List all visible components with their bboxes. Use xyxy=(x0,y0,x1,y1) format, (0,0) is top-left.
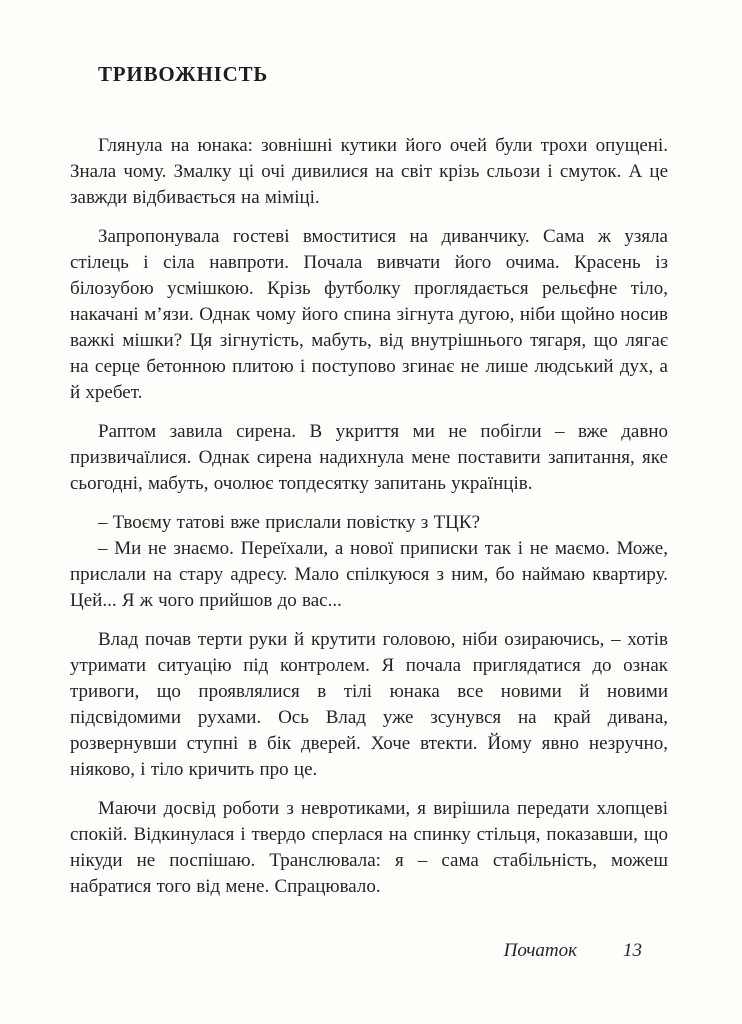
running-header-chapter: Початок xyxy=(503,940,577,961)
paragraph: Раптом завила сирена. В укриття ми не побігли – вже давно призвичаїлися. Однак сирена надихнула мене поставити запитання, яке сьогодні, мабуть, очолює топдесятку запитань українців. xyxy=(70,421,668,494)
dialogue-line: – Твоєму татові вже прислали повістку з ТЦК? xyxy=(98,512,480,533)
dialogue-line: – Ми не знаємо. Переїхали, а нової приписки так і не маємо. Може, прислали на стару адресу. Мало спілкуюся з ним, бо наймаю квартиру. Цей... Я ж чого прийшов до вас... xyxy=(70,538,668,611)
paragraph: Запропонувала гостеві вмоститися на диванчику. Сама ж узяла стілець і сіла навпроти. Почала вивчати його очима. Красень із білозубою усмішкою. Крізь футболку проглядається рельєфне тіло, накачані м’язи. Однак чому його спина зігнута дугою, ніби щойно носив важкі мішки? Ця зігнутість, мабуть, від внутрішнього тягаря, що лягає на серце бетонною плитою і поступово згинає не лише людський дух, а й хребет. xyxy=(70,226,668,403)
page-number: 13 xyxy=(623,940,642,961)
body-text xyxy=(70,133,668,900)
chapter-title: ТРИВОЖНІСТЬ xyxy=(98,62,269,86)
page-footer xyxy=(504,940,642,962)
paragraph: Глянула на юнака: зовнішні кутики його очей були трохи опущені. Знала чому. Змалку ці очі дивилися на світ крізь сльози і смуток. А це завжди відбивається на міміці. xyxy=(70,135,668,208)
paragraph: Влад почав терти руки й крутити головою, ніби озираючись, – хотів утримати ситуацію під контролем. Я почала приглядатися до ознак тривоги, що проявлялися в тілі юнака все новими й новими підсвідомими рухами. Ось Влад уже зсунувся на край дивана, розвернувши ступні в бік дверей. Хоче втекти. Йому явно незручно, ніяково, і тіло кричить про це. xyxy=(70,629,668,780)
paragraph: Маючи досвід роботи з невротиками, я вирішила передати хлопцеві спокій. Відкинулася і твердо сперлася на спинку стільця, показавши, що нікуди не поспішаю. Транслювала: я – сама стабільність, можеш набратися того від мене. Спрацювало. xyxy=(70,798,668,897)
